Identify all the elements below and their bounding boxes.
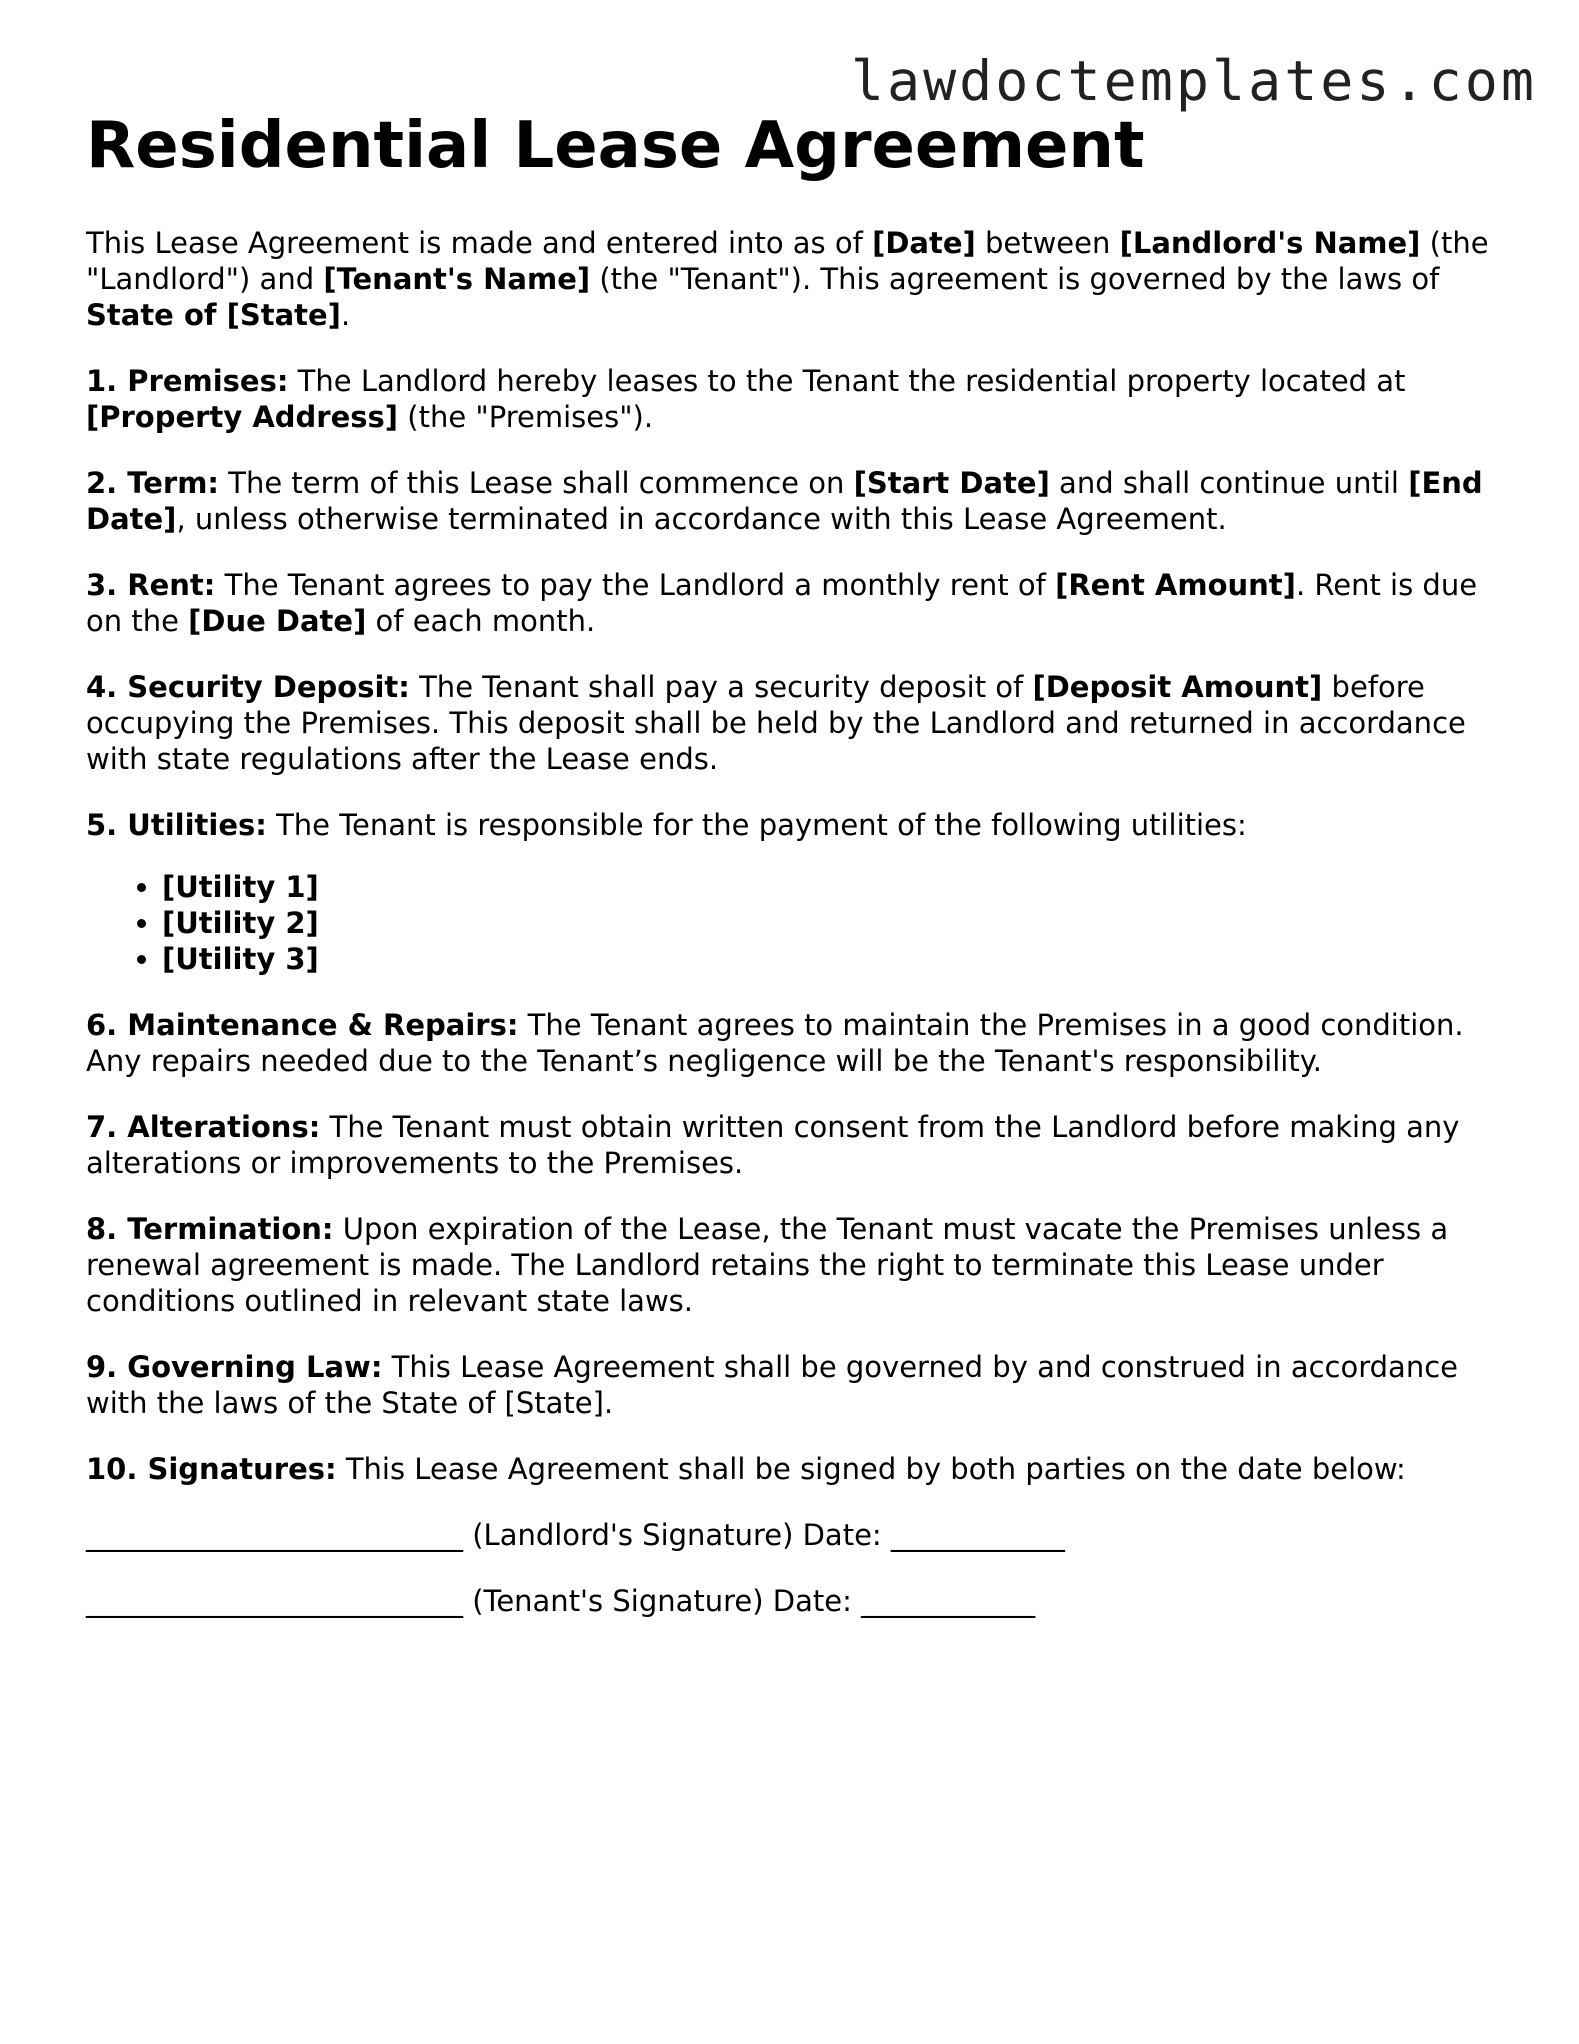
- intro-text: between: [975, 225, 1120, 260]
- section-text: The term of this Lease shall commence on: [219, 465, 854, 500]
- section-heading: 4. Security Deposit:: [86, 669, 410, 704]
- section-text: This Lease Agreement shall be signed by both parties on the date below:: [336, 1451, 1406, 1486]
- deposit-amount-placeholder: [Deposit Amount]: [1032, 669, 1323, 704]
- section-heading: 5. Utilities:: [86, 807, 267, 842]
- landlord-signature-line: __________________________ (Landlord's Signature) Date: ____________: [86, 1517, 1065, 1552]
- tenant-name-placeholder: [Tenant's Name]: [323, 261, 591, 296]
- due-date-placeholder: [Due Date]: [188, 603, 367, 638]
- section-termination: [86, 1211, 1506, 1319]
- section-text: (the "Premises").: [398, 399, 654, 434]
- section-text: The Tenant is responsible for the payment of the following utilities:: [266, 807, 1247, 842]
- section-heading: 7. Alterations:: [86, 1109, 321, 1144]
- section-text: , unless otherwise terminated in accordance with this Lease Agreement.: [176, 501, 1227, 536]
- section-premises: [86, 363, 1506, 435]
- section-text: This Lease Agreement shall be governed by and construed in accordance with the laws of the State of [State].: [86, 1349, 1458, 1420]
- end-date-placeholder: [End Date]: [86, 465, 1483, 536]
- section-text: The Tenant shall pay a security deposit of: [409, 669, 1033, 704]
- date-placeholder: [Date]: [872, 225, 976, 260]
- section-text: and shall continue until: [1049, 465, 1409, 500]
- section-heading: 10. Signatures:: [86, 1451, 337, 1486]
- section-text: The Tenant must obtain written consent from the Landlord before making any alterations or improvements to the Premises.: [86, 1109, 1460, 1180]
- list-item: • [Utility 1]: [162, 869, 1506, 905]
- intro-text: (the "Tenant"). This agreement is governed by the laws of: [590, 261, 1440, 296]
- section-text: The Landlord hereby leases to the Tenant the residential property located at: [288, 363, 1406, 398]
- section-heading: 2. Term:: [86, 465, 220, 500]
- section-maintenance: [86, 1007, 1506, 1079]
- section-alterations: [86, 1109, 1506, 1181]
- section-text: Upon expiration of the Lease, the Tenant must vacate the Premises unless a renewal agreement is made. The Landlord retains the right to terminate this Lease under conditions outlined in relevant state laws.: [86, 1211, 1449, 1318]
- list-item: • [Utility 3]: [162, 941, 1506, 977]
- intro-text: .: [340, 297, 351, 332]
- document-body: [86, 108, 1506, 1649]
- section-utilities: [86, 807, 1506, 843]
- section-text: The Tenant agrees to maintain the Premises in a good condition. Any repairs needed due to the Tenant’s negligence will be the Tenant's responsibility.: [86, 1007, 1464, 1078]
- landlord-name-placeholder: [Landlord's Name]: [1119, 225, 1421, 260]
- intro-paragraph: [86, 225, 1506, 333]
- section-text: before occupying the Premises. This deposit shall be held by the Landlord and returned in accordance with state regulations after the Lease ends.: [86, 669, 1466, 776]
- document-title: Residential Lease Agreement: [86, 109, 1145, 183]
- section-governing-law: [86, 1349, 1506, 1421]
- section-security-deposit: [86, 669, 1506, 777]
- section-text: The Tenant agrees to pay the Landlord a monthly rent of: [215, 567, 1056, 602]
- intro-text: This Lease Agreement is made and entered into as of: [86, 225, 873, 260]
- intro-text: (the "Landlord") and: [86, 225, 1489, 296]
- rent-amount-placeholder: [Rent Amount]: [1055, 567, 1296, 602]
- section-text: . Rent is due on the: [86, 567, 1478, 638]
- section-heading: 6. Maintenance & Repairs:: [86, 1007, 519, 1042]
- state-placeholder: State of [State]: [86, 297, 341, 332]
- tenant-signature-line: __________________________ (Tenant's Signature) Date: ____________: [86, 1583, 1036, 1618]
- section-signatures: [86, 1451, 1506, 1487]
- section-heading: 8. Termination:: [86, 1211, 334, 1246]
- section-heading: 1. Premises:: [86, 363, 289, 398]
- section-heading: 9. Governing Law:: [86, 1349, 383, 1384]
- property-address-placeholder: [Property Address]: [86, 399, 399, 434]
- section-rent: [86, 567, 1506, 639]
- section-term: [86, 465, 1506, 537]
- section-text: of each month.: [366, 603, 596, 638]
- utilities-list: [86, 869, 1506, 977]
- section-heading: 3. Rent:: [86, 567, 216, 602]
- list-item: • [Utility 2]: [162, 905, 1506, 941]
- start-date-placeholder: [Start Date]: [853, 465, 1050, 500]
- watermark-text: lawdoctemplates.com: [850, 49, 1537, 113]
